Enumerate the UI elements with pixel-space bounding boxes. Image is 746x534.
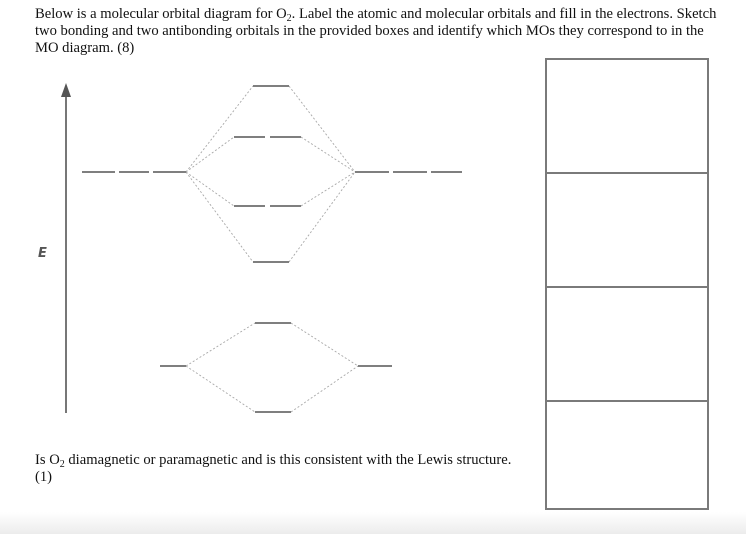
answer-boxes: [545, 58, 709, 510]
corr-left-sigma: [186, 172, 253, 262]
question2-before: Is O: [35, 452, 60, 468]
corr-left-2s-upper: [186, 323, 255, 366]
question2-o2-subscript: 2: [59, 459, 65, 470]
question-line1-after: . Label the atomic and molecular orbitals and fill in the electrons. Sketch two bonding and two antibonding orbitals in the provided boxes and identify which MOs they correspond to in the MO diagram. (8): [35, 6, 717, 56]
question-line1-text: Below is a molecular orbital diagram for O: [35, 6, 287, 22]
corr-left-pi: [186, 172, 234, 206]
corr-right-sigma-star: [289, 86, 355, 172]
corr-left-pi-star: [186, 137, 234, 172]
question2-after: diamagnetic or paramagnetic and is this consistent with the Lewis structure. (1): [35, 452, 512, 485]
corr-left-2s-lower: [186, 366, 255, 412]
energy-axis-arrowhead: [61, 83, 71, 97]
answer-box[interactable]: [547, 174, 707, 288]
corr-left-sigma-star: [186, 86, 253, 172]
bottom-shadow: [0, 512, 746, 534]
question-o2-subscript: 2: [286, 13, 292, 24]
question2-text: [35, 452, 515, 486]
answer-box[interactable]: [547, 402, 707, 514]
corr-right-2s-lower: [291, 366, 358, 412]
answer-box[interactable]: [547, 60, 707, 174]
corr-right-2s-upper: [291, 323, 358, 366]
corr-right-pi-star: [301, 137, 355, 172]
corr-right-pi: [301, 172, 355, 206]
corr-right-sigma: [289, 172, 355, 262]
answer-box[interactable]: [547, 288, 707, 402]
energy-axis-label: E: [38, 246, 47, 261]
